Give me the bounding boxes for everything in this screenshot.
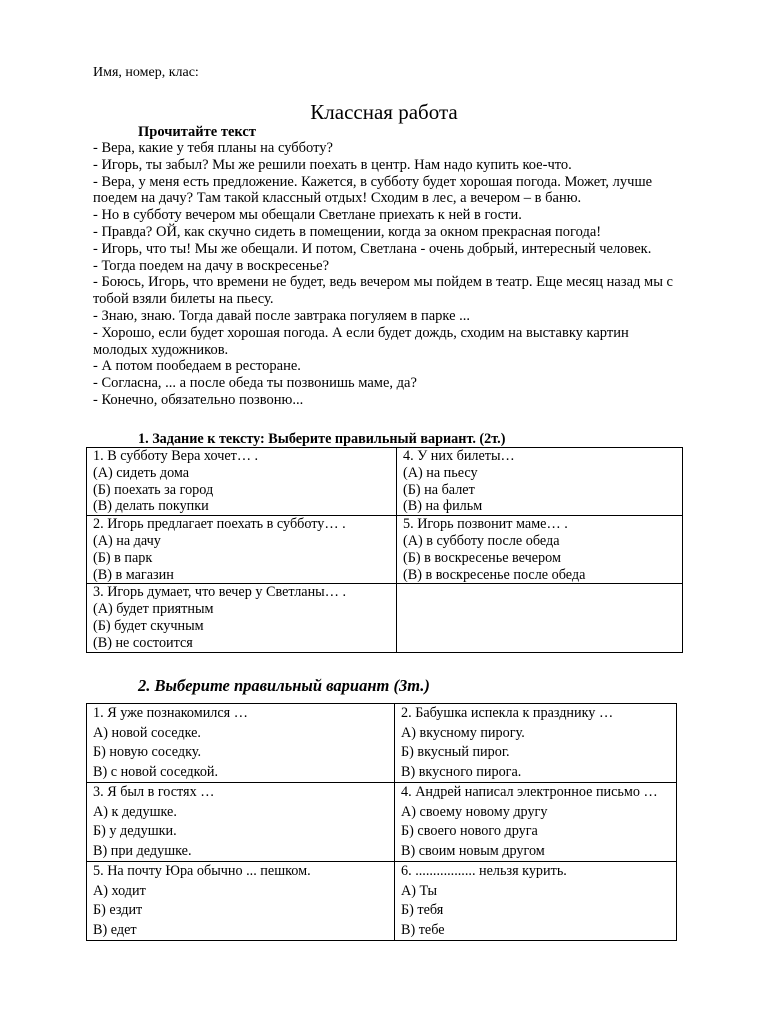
dialogue-line: - Конечно, обязательно позвоню... — [93, 391, 304, 408]
question-text: 3. Я был в гостях … — [93, 784, 215, 800]
answer-option: (А) в субботу после обеда — [403, 532, 560, 549]
answer-option: (Б) в воскресенье вечером — [403, 549, 561, 566]
answer-option: В) вкусного пирога. — [401, 763, 522, 780]
dialogue-line: - Игорь, что ты! Мы же обещали. И потом, Светлана - очень добрый, интересный человек. — [93, 240, 652, 257]
answer-option: (А) сидеть дома — [93, 464, 190, 481]
answer-option: (В) в магазин — [93, 566, 174, 583]
answer-option: (А) на пьесу — [403, 464, 478, 481]
page-title: Классная работа — [310, 100, 458, 124]
answer-option: Б) новую соседку. — [93, 744, 202, 760]
question-cell — [397, 516, 683, 584]
question-cell — [87, 584, 397, 652]
answer-option: (В) на фильм — [403, 498, 483, 515]
question-cell — [87, 704, 395, 783]
table-row — [87, 516, 683, 584]
task1-heading: 1. Задание к тексту: Выберите правильный вариант. (2т.) — [138, 431, 506, 447]
answer-option: (В) не состоится — [93, 634, 193, 651]
answer-option: Б) у дедушки. — [93, 823, 177, 839]
student-name-line: Имя, номер, клас: — [93, 65, 199, 80]
dialogue-line: - Но в субботу вечером мы обещали Светлане приехать к ней в гости. — [93, 207, 522, 224]
answer-option: В) при дедушке. — [93, 842, 192, 859]
read-text-heading: Прочитайте текст — [138, 124, 256, 140]
dialogue-line: - Хорошо, если будет хорошая погода. А если будет дождь, сходим на выставку картин молодых художников. — [93, 324, 629, 358]
answer-option: А) своему новому другу — [401, 803, 548, 820]
question-text: 4. У них билеты… — [403, 448, 515, 464]
table-row — [87, 584, 683, 652]
answer-option: А) ходит — [93, 882, 146, 899]
question-text: 4. Андрей написал электронное письмо … — [401, 784, 658, 800]
answer-option: Б) ездит — [93, 902, 143, 918]
task1-table — [86, 447, 683, 653]
question-cell — [395, 783, 677, 862]
task2-table — [86, 703, 677, 941]
question-cell — [87, 862, 395, 941]
question-text: 5. Игорь позвонит маме… . — [403, 516, 568, 533]
answer-option: Б) вкусный пирог. — [401, 744, 510, 760]
answer-option: (А) на дачу — [93, 532, 161, 549]
dialogue-text — [93, 140, 683, 409]
answer-option: В) едет — [93, 921, 137, 938]
question-text: 1. В субботу Вера хочет… . — [93, 448, 259, 464]
answer-option: (А) будет приятным — [93, 601, 214, 618]
answer-option: В) своим новым другом — [401, 842, 545, 859]
question-text: 2. Игорь предлагает поехать в субботу… . — [93, 516, 346, 533]
answer-option: (Б) поехать за город — [93, 481, 214, 498]
answer-option: В) с новой соседкой. — [93, 763, 219, 780]
dialogue-line: - Тогда поедем на дачу в воскресенье? — [93, 257, 330, 274]
answer-option: (Б) в парк — [93, 549, 153, 566]
question-cell — [87, 516, 397, 584]
answer-option: (В) в воскресенье после обеда — [403, 566, 586, 583]
question-text: 3. Игорь думает, что вечер у Светланы… . — [93, 584, 346, 601]
question-text: 1. Я уже познакомился … — [93, 705, 248, 721]
question-text: 6. ................. нельзя курить. — [401, 863, 567, 879]
answer-option: Б) тебя — [401, 902, 444, 918]
answer-option: Б) своего нового друга — [401, 823, 538, 839]
dialogue-line: - А потом пообедаем в ресторане. — [93, 358, 301, 375]
question-cell — [397, 584, 683, 652]
dialogue-line: - Вера, какие у тебя планы на субботу? — [93, 140, 333, 156]
answer-option: (Б) будет скучным — [93, 617, 204, 634]
answer-option: А) вкусному пирогу. — [401, 724, 525, 741]
table-row — [87, 783, 677, 862]
question-cell — [397, 448, 683, 516]
dialogue-line: - Знаю, знаю. Тогда давай после завтрака погуляем в парке ... — [93, 307, 471, 324]
question-text: 5. На почту Юра обычно ... пешком. — [93, 863, 311, 879]
dialogue-line: - Игорь, ты забыл? Мы же решили поехать в центр. Нам надо купить кое-что. — [93, 156, 572, 173]
answer-option: А) Ты — [401, 882, 438, 899]
table-row — [87, 448, 683, 516]
answer-option: (В) делать покупки — [93, 498, 209, 515]
question-cell — [395, 862, 677, 941]
answer-option: (Б) на балет — [403, 481, 475, 498]
question-cell — [87, 783, 395, 862]
dialogue-line: - Согласна, ... а после обеда ты позвонишь маме, да? — [93, 375, 417, 392]
dialogue-line: - Боюсь, Игорь, что времени не будет, ведь вечером мы пойдем в театр. Еще месяц назад мы с тобой взяли билеты на пьесу. — [93, 274, 673, 308]
answer-option: А) к дедушке. — [93, 803, 177, 820]
table-row — [87, 704, 677, 783]
answer-option: А) новой соседке. — [93, 724, 201, 741]
question-text: 2. Бабушка испекла к празднику … — [401, 705, 614, 721]
table-row — [87, 862, 677, 941]
question-cell — [395, 704, 677, 783]
dialogue-line: - Вера, у меня есть предложение. Кажется, в субботу будет хорошая погода. Может, лучше поедем на дачу? Там такой классный отдых! Сходим в лес, а вечером – в баню. — [93, 173, 653, 207]
task2-heading: 2. Выберите правильный вариант (3т.) — [138, 676, 430, 695]
answer-option: В) тебе — [401, 921, 445, 938]
dialogue-line: - Правда? ОЙ, как скучно сидеть в помещении, когда за окном прекрасная погода! — [93, 223, 602, 240]
question-cell — [87, 448, 397, 516]
